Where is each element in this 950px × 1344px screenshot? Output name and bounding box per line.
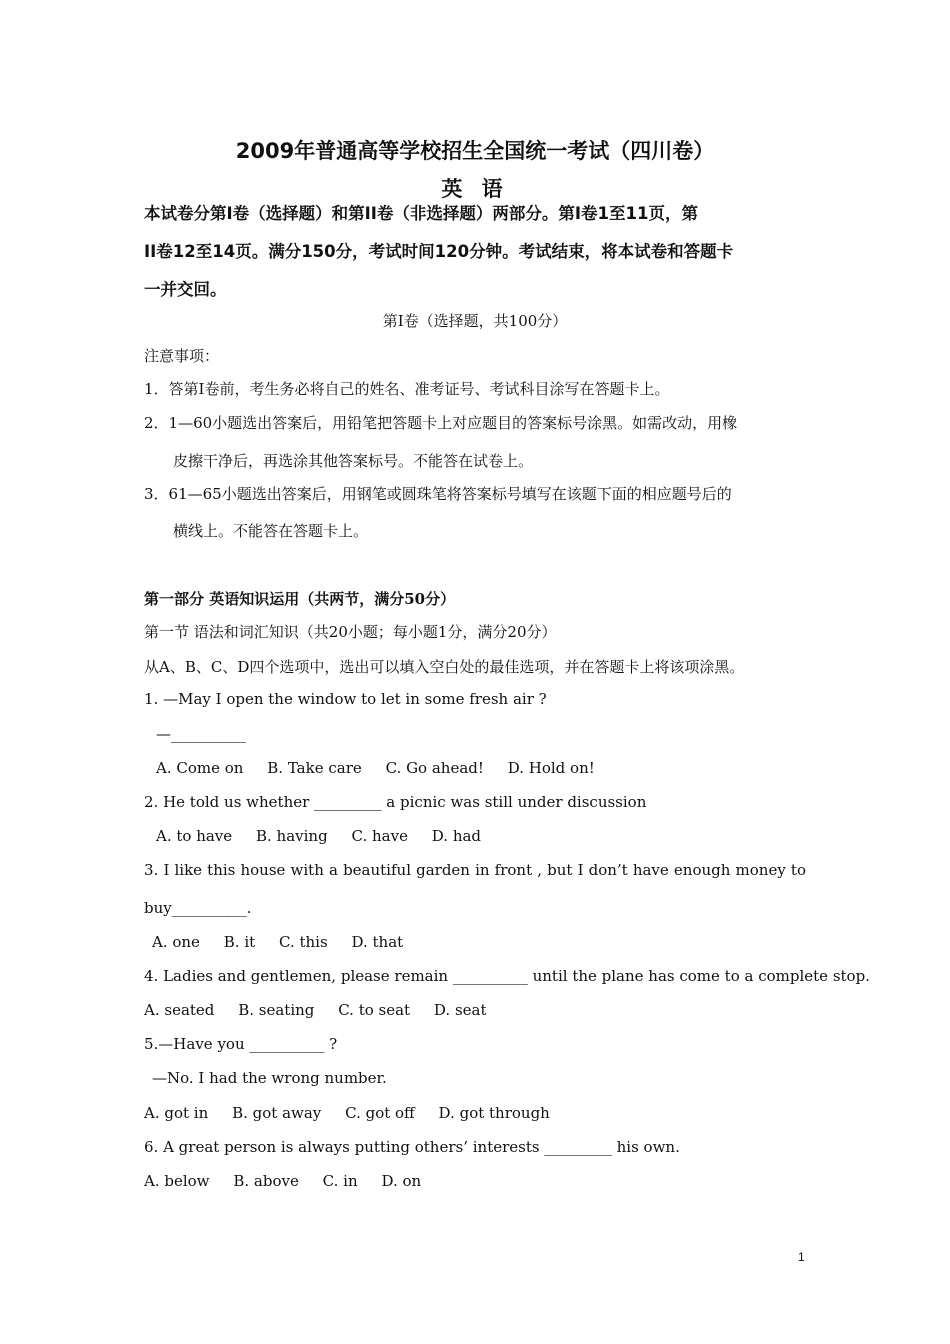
q1-options: A. Come on B. Take care C. Go ahead! D. Hold on!	[156, 759, 595, 777]
q2-options: A. to have B. having C. have D. had	[156, 827, 482, 845]
volume-title: 第I卷（选择题，共100分）	[382, 312, 568, 330]
q5-options: A. got in B. got away C. got off D. got through	[144, 1104, 550, 1122]
q5-reply: —No. I had the wrong number.	[152, 1069, 387, 1087]
q1-stem: 1. —May I open the window to let in some fresh air ?	[144, 690, 547, 708]
notes-item-2: 2．1—60小题选出答案后，用铅笔把答题卡上对应题目的答案标号涂黑。如需改动，用橡	[144, 414, 738, 432]
intro-line-3: 一并交回。	[144, 280, 227, 299]
notes-item-2-cont: 皮擦干净后，再选涂其他答案标号。不能答在试卷上。	[173, 452, 534, 470]
q3-stem: 3. I like this house with a beautiful garden in front , but I don’t have enough money to	[144, 861, 806, 879]
exam-subject: 英 语	[441, 177, 509, 201]
q5-stem: 5.—Have you __________ ?	[144, 1035, 338, 1053]
page-number: 1	[798, 1250, 805, 1264]
q6-options: A. below B. above C. in D. on	[144, 1172, 422, 1190]
q3-options: A. one B. it C. this D. that	[152, 933, 404, 951]
intro-line-2: II卷12至14页。满分150分，考试时间120分钟。考试结束，将本试卷和答题卡	[144, 242, 734, 261]
q1-reply: —__________	[156, 725, 246, 743]
notes-heading: 注意事项：	[144, 347, 220, 365]
q2-stem: 2. He told us whether _________ a picnic was still under discussion	[144, 793, 647, 811]
q4-stem: 4. Ladies and gentlemen, please remain __________ until the plane has come to a complete stop.	[144, 967, 870, 985]
notes-item-3-cont: 横线上。不能答在答题卡上。	[173, 522, 369, 540]
notes-item-3: 3．61—65小题选出答案后，用钢笔或圆珠笔将答案标号填写在该题下面的相应题号后的	[144, 485, 732, 503]
q3-stem-cont: buy__________.	[144, 899, 252, 917]
section1-heading: 第一节 语法和词汇知识（共20小题；每小题1分，满分20分）	[144, 623, 557, 641]
q4-options: A. seated B. seating C. to seat D. seat	[144, 1001, 487, 1019]
notes-item-1: 1．答第I卷前，考生务必将自己的姓名、准考证号、考试科目涂写在答题卡上。	[144, 380, 670, 398]
section1-instruction: 从A、B、C、D四个选项中，选出可以填入空白处的最佳选项，并在答题卡上将该项涂黑。	[144, 658, 745, 676]
q6-stem: 6. A great person is always putting others’ interests _________ his own.	[144, 1138, 680, 1156]
exam-title: 2009年普通高等学校招生全国统一考试（四川卷）	[235, 139, 715, 163]
intro-line-1: 本试卷分第I卷（选择题）和第II卷（非选择题）两部分。第I卷1至11页，第	[144, 204, 698, 223]
part1-heading: 第一部分 英语知识运用（共两节，满分50分）	[144, 590, 456, 608]
